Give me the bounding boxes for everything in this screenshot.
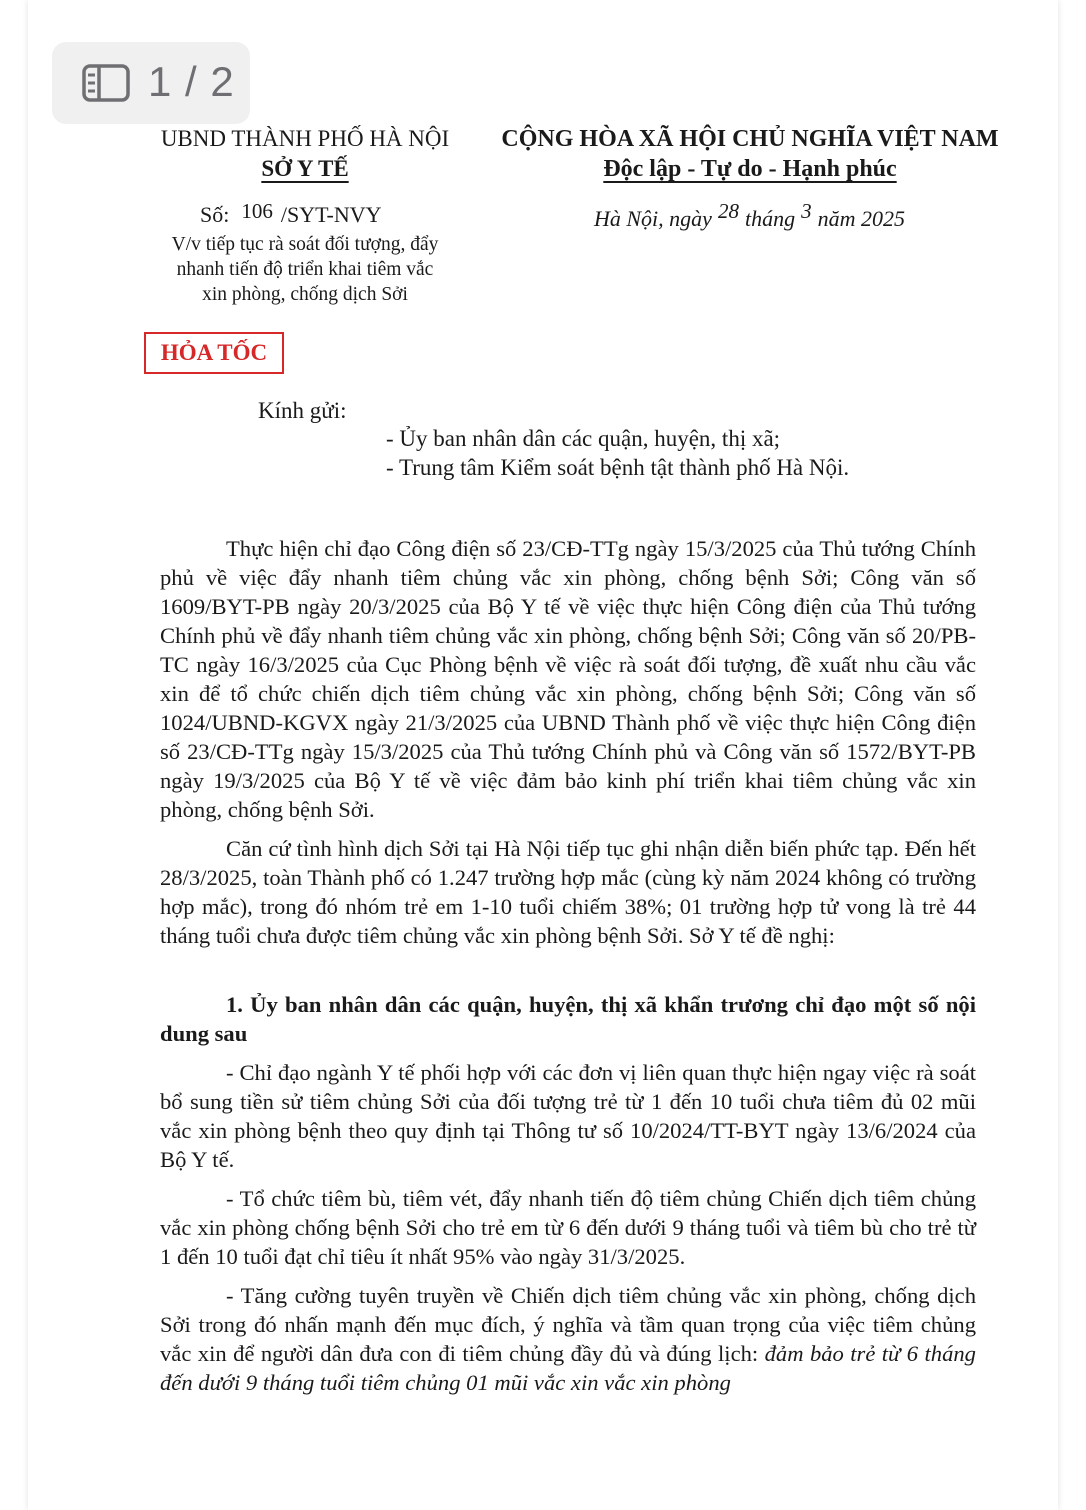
body-paragraph bbox=[160, 1184, 976, 1271]
recipient-item: - Trung tâm Kiểm soát bệnh tật thành phố Hà Nội. bbox=[386, 455, 850, 480]
issuer-block bbox=[130, 124, 480, 184]
body-paragraph bbox=[160, 1058, 976, 1174]
date-day: 28 bbox=[717, 199, 739, 223]
document-number bbox=[200, 199, 382, 228]
doc-number-value: 106 bbox=[241, 199, 273, 223]
body-paragraph bbox=[160, 534, 976, 824]
subject-line: xin phòng, chống dịch Sởi bbox=[202, 284, 408, 305]
recipient-item: - Ủy ban nhân dân các quận, huyện, thị xã; bbox=[386, 426, 781, 451]
nation-title: CỘNG HÒA XÃ HỘI CHỦ NGHĨA VIỆT NAM bbox=[501, 126, 999, 152]
paragraph-normal-text: - Tăng cường tuyên truyền về Chiến dịch tiêm chủng vắc xin phòng, chống dịch Sởi trong đó nhấn mạnh đến mục đích, ý nghĩa và tầm quan trọng của việc tiêm chủng vắc xin để người dân đưa con đi tiêm chủng đầy đủ và đúng lịch: bbox=[160, 1283, 976, 1366]
document-date bbox=[594, 199, 905, 232]
date-month-label: tháng bbox=[744, 206, 796, 231]
heading-text: 1. Ủy ban nhân dân các quận, huyện, thị xã khẩn trương chỉ đạo một số nội dung sau bbox=[160, 992, 976, 1046]
subject-line: V/v tiếp tục rà soát đối tượng, đẩy bbox=[171, 234, 439, 255]
paragraph-text: Căn cứ tình hình dịch Sởi tại Hà Nội tiếp tục ghi nhận diễn biến phức tạp. Đến hết 28/3/2025, toàn Thành phố có 1.247 trường hợp mắc (cùng kỳ năm 2024 không có trường hợp mắc), trong đó nhóm trẻ em 1-10 tuổi chiếm 38%; 01 trường hợp tử vong là trẻ 44 tháng tuổi chưa được tiêm chủng vắc xin phòng bệnh Sởi. Sở Y tế đề nghị: bbox=[160, 836, 976, 948]
paragraph-text: - Chỉ đạo ngành Y tế phối hợp với các đơn vị liên quan thực hiện ngay việc rà soát bổ sung tiền sử tiêm chủng Sởi của đối tượng trẻ từ 1 đến 10 tuổi chưa tiêm đủ 02 mũi vắc xin phòng bệnh theo quy định tại Thông tư số 10/2024/TT-BYT ngày 13/6/2024 của Bộ Y tế. bbox=[160, 1060, 976, 1172]
page-indicator-text: 1 / 2 bbox=[148, 58, 235, 105]
national-header bbox=[490, 124, 1010, 184]
date-year: năm 2025 bbox=[817, 206, 905, 231]
date-prefix: Hà Nội, ngày bbox=[594, 206, 712, 231]
document-subject bbox=[140, 232, 470, 307]
doc-number-suffix: /SYT-NVY bbox=[280, 202, 382, 227]
paragraph-text bbox=[160, 1281, 976, 1397]
paragraph-italic-text: đảm bảo trẻ từ 6 tháng đến dưới 9 tháng tuổi tiêm chủng 01 mũi vắc xin vắc xin phòng bbox=[160, 1341, 976, 1395]
paragraph-text: - Tổ chức tiêm bù, tiêm vét, đẩy nhanh tiến độ tiêm chủng Chiến dịch tiêm chủng vắc xin phòng chống bệnh Sởi cho trẻ em từ 6 đến dưới 9 tháng tuổi và tiêm bù cho trẻ từ 1 đến 10 tuổi đạt chỉ tiêu ít nhất 95% vào ngày 31/3/2025. bbox=[160, 1186, 976, 1269]
issuer-org: UBND THÀNH PHỐ HÀ NỘI bbox=[160, 126, 450, 151]
section-heading bbox=[160, 990, 976, 1048]
doc-number-label: Số: bbox=[200, 202, 230, 227]
paragraph-text: Thực hiện chỉ đạo Công điện số 23/CĐ-TTg ngày 15/3/2025 của Thủ tướng Chính phủ về việc đẩy nhanh tiêm chủng vắc xin phòng, chống bệnh Sởi; Công văn số 1609/BYT-PB ngày 20/3/2025 của Bộ Y tế về việc thực hiện Công điện của Thủ tướng Chính phủ về đẩy nhanh tiêm chủng vắc xin phòng, chống bệnh Sởi; Công văn số 20/PB-TC ngày 16/3/2025 của Cục Phòng bệnh về việc rà soát đối tượng, đề xuất nhu cầu vắc xin để tổ chức chiến dịch tiêm chủng vắc xin phòng, chống bệnh Sởi; Công văn số 1024/UBND-KGVX ngày 21/3/2025 của UBND Thành phố về việc thực hiện Công điện số 23/CĐ-TTg ngày 15/3/2025 của Thủ tướng Chính phủ và Công văn số 1572/BYT-PB ngày 19/3/2025 của Bộ Y tế về việc đảm bảo kinh phí triển khai tiêm chủng vắc xin phòng, chống bệnh Sởi. bbox=[160, 536, 976, 822]
date-month: 3 bbox=[801, 199, 812, 223]
body-paragraph bbox=[160, 1281, 976, 1397]
subject-line: nhanh tiến độ triển khai tiêm vắc bbox=[176, 259, 434, 280]
body-paragraph bbox=[160, 834, 976, 950]
nation-motto: Độc lập - Tự do - Hạnh phúc bbox=[603, 156, 897, 182]
page-indicator[interactable] bbox=[52, 42, 250, 124]
issuer-department: SỞ Y TẾ bbox=[261, 156, 349, 181]
recipients-label: Kính gửi: bbox=[258, 398, 347, 423]
urgency-stamp: HỎA TỐC bbox=[144, 332, 284, 374]
sidebar-icon[interactable] bbox=[82, 64, 130, 102]
